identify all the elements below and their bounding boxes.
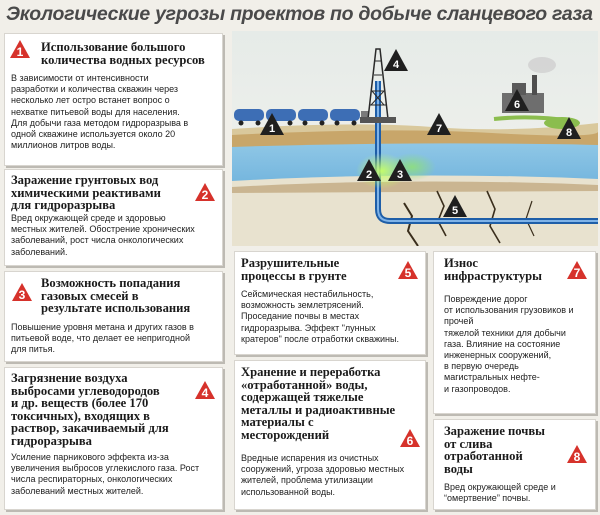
page-title: Экологические угрозы проектов по добыче сланцевого газа: [6, 3, 593, 25]
svg-text:6: 6: [406, 434, 414, 448]
card-gas-mixtures: [4, 271, 223, 362]
card-text: В зависимости от интенсивности разработки и количества скважин через несколько лет остро встанет вопрос о нехватке питьевой воды для населения. Для добычи газа методом гидроразрыва в одной скважине используется около 20 миллионов литров воды.: [11, 73, 189, 151]
card-text: Вред окружающей среде и здоровью местных жителей. Обострение хронических заболеваний, рост числа онкологических заболеваний.: [11, 213, 195, 257]
card-text: Повреждение дорог от использования грузовиков и прочей тяжелой техники для добычи газа. Влияние на состояние инженерных сооружений, в первую очередь магистральных нефте- и газопроводов.: [444, 294, 574, 394]
red-triangle-number-icon: [564, 258, 590, 282]
card-heading: Разрушительные процессы в грунте: [241, 256, 347, 283]
card-heading: Заражение грунтовых вод химическими реактивами для гидроразрыва: [11, 173, 161, 212]
card-text: Вред окружающей среде и “омертвение” почвы.: [444, 482, 556, 504]
card-heading: Заражение почвы от слива отработанной воды: [444, 424, 546, 476]
svg-text:3: 3: [396, 169, 404, 181]
svg-text:1: 1: [16, 45, 24, 59]
card-air-pollution: [4, 367, 223, 510]
card-wastewater-storage: [234, 360, 426, 510]
red-triangle-number-icon: [395, 258, 421, 282]
card-heading: Износ инфраструктуры: [444, 256, 543, 283]
card-water-resources: [4, 33, 223, 166]
svg-text:4: 4: [201, 386, 209, 400]
svg-text:6: 6: [513, 99, 521, 111]
svg-text:7: 7: [435, 123, 443, 135]
card-soil-contamination: [433, 419, 596, 510]
red-triangle-number-icon: [7, 37, 33, 61]
card-text: Сейсмическая нестабильность, возможность землетрясений. Проседание почвы в местах гидроразрыва. Эффект "лунных кратеров" после отработки скважины.: [241, 289, 400, 344]
fracking-scene-illustration: [232, 31, 598, 246]
card-heading: Использование большого количества водных ресурсов: [41, 40, 205, 67]
svg-text:8: 8: [573, 450, 581, 464]
card-text: Усиление парникового эффекта из-за увеличения выбросов углекислого газа. Рост числа респираторных, онкологических заболеваний местных жителей.: [11, 452, 200, 496]
card-text: Вредные испарения из очистных сооружений, угроза здоровью местных жителей, проблема утилизации использованной воды.: [241, 453, 405, 497]
card-infrastructure-wear: [433, 251, 596, 414]
svg-text:8: 8: [565, 127, 573, 139]
card-heading: Возможность попадания газовых смесей в результате использования: [41, 276, 191, 315]
svg-text:5: 5: [451, 205, 459, 217]
red-triangle-number-icon: [192, 378, 218, 402]
red-triangle-number-icon: [564, 442, 590, 466]
svg-text:2: 2: [201, 188, 209, 202]
red-triangle-number-icon: [397, 426, 423, 450]
svg-text:5: 5: [404, 266, 412, 280]
card-heading: Загрязнение воздуха выбросами углеводородов и др. веществ (более 170 токсичных), входящих в раствор, закачиваемый для гидроразрыва: [11, 371, 169, 448]
card-heading: Хранение и переработка «отработанной» воды, содержащей тяжелые металлы и радиоактивные материалы с месторождений: [241, 365, 396, 442]
svg-text:1: 1: [268, 123, 276, 135]
card-text: Повышение уровня метана и других газов в питьевой воде, что делает ее непригодной для питья.: [11, 322, 194, 355]
svg-text:4: 4: [392, 59, 400, 71]
svg-text:7: 7: [573, 266, 581, 280]
card-ground-destruction: [234, 251, 426, 355]
svg-text:2: 2: [365, 169, 373, 181]
red-triangle-number-icon: [192, 180, 218, 204]
red-triangle-number-icon: [9, 280, 35, 304]
svg-text:3: 3: [18, 288, 26, 302]
card-groundwater-contamination: [4, 169, 223, 266]
